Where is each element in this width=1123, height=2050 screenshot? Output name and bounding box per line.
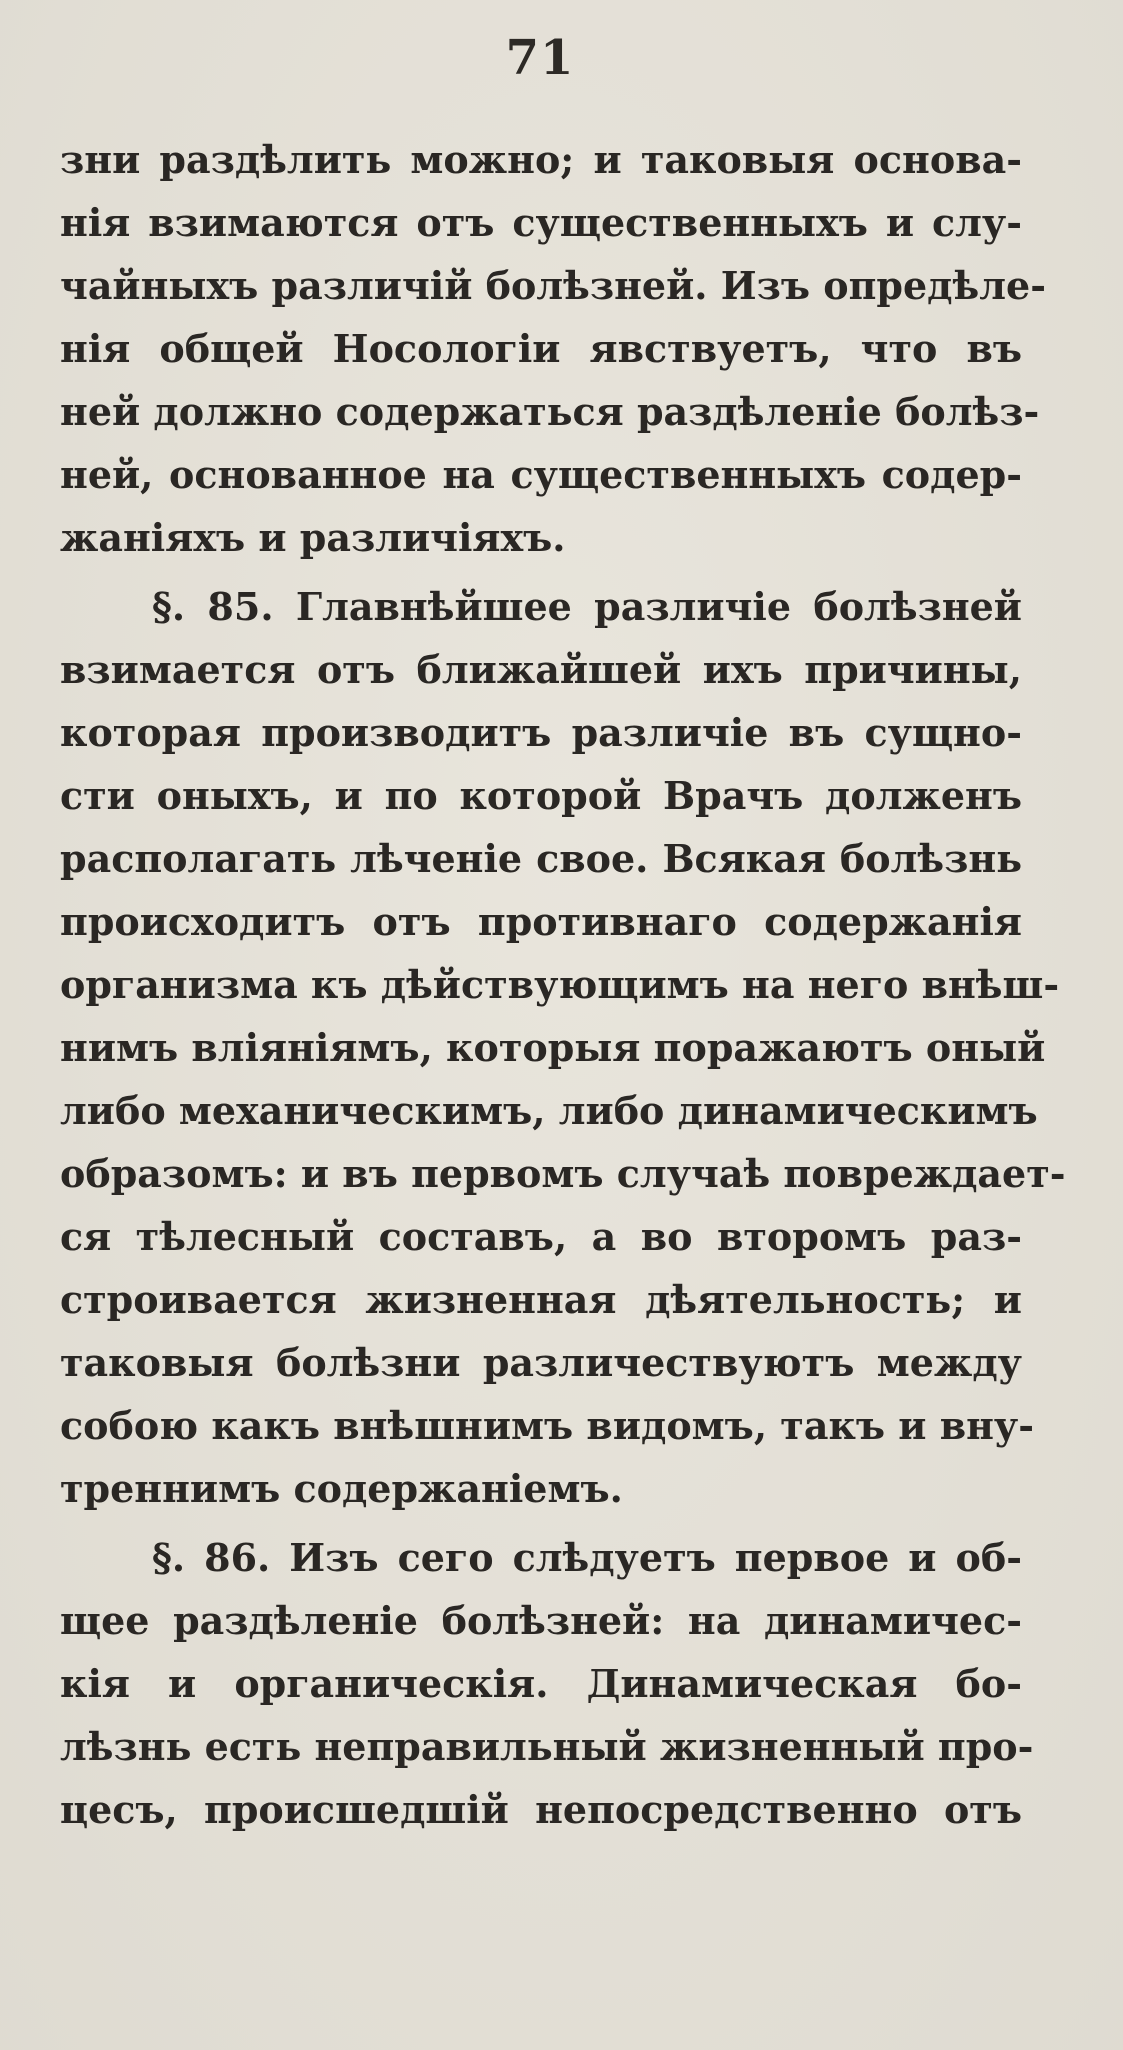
text-line: цесъ, происшедшій непосредственно отъ [60, 1787, 1022, 1832]
text-line: нія взимаются отъ существенныхъ и слу- [60, 200, 1022, 245]
text-line: происходитъ отъ противнаго содержанія [60, 899, 1022, 944]
text-line: строивается жизненная дѣятельность; и [60, 1277, 1022, 1322]
body-text [60, 128, 1066, 1841]
paragraph-intro [60, 128, 1046, 569]
text-line: кія и органическія. Динамическая бо- [60, 1661, 1022, 1706]
section-heading-line: §. 85. Главнѣйшее различіе болѣзней [152, 584, 1022, 629]
text-line: зни раздѣлить можно; и таковыя основа- [60, 137, 1022, 182]
text-line: нія общей Носологіи явствуетъ, что въ [60, 326, 1022, 371]
text-line: щее раздѣленіе болѣзней: на динамичес- [60, 1598, 1022, 1643]
paragraph-section-86 [60, 1526, 1034, 1841]
text-line: собою какъ внѣшнимъ видомъ, такъ и вну- [60, 1403, 1035, 1448]
text-line: лѣзнь есть неправильный жизненный про- [60, 1724, 1034, 1769]
paragraph-section-85 [60, 575, 1066, 1520]
text-line: которая производитъ различіе въ сущно- [60, 710, 1022, 755]
text-line: образомъ: и въ первомъ случаѣ повреждает- [60, 1151, 1066, 1196]
section-heading-line: §. 86. Изъ сего слѣдуетъ первое и об- [152, 1535, 1022, 1580]
text-line: ней должно содержаться раздѣленіе болѣз- [60, 389, 1040, 434]
text-line: организма къ дѣйствующимъ на него внѣш- [60, 962, 1060, 1007]
text-line: располагать лѣченіе свое. Всякая болѣзнь [60, 836, 1022, 881]
text-line: треннимъ содержаніемъ. [60, 1466, 623, 1511]
text-line: либо механическимъ, либо динамическимъ [60, 1088, 1038, 1133]
text-line: нимъ вліяніямъ, которыя поражаютъ оный [60, 1025, 1046, 1070]
text-line: ся тѣлесный составъ, а во второмъ раз- [60, 1214, 1022, 1259]
text-line: жаніяхъ и различіяхъ. [60, 515, 566, 560]
text-line: сти оныхъ, и по которой Врачъ долженъ [60, 773, 1022, 818]
text-line: взимается отъ ближайшей ихъ причины, [60, 647, 1022, 692]
page-number: 71 [505, 30, 575, 86]
text-line: чайныхъ различій болѣзней. Изъ опредѣле- [60, 263, 1046, 308]
text-line: таковыя болѣзни различествуютъ между [60, 1340, 1022, 1385]
text-line: ней, основанное на существенныхъ содер- [60, 452, 1022, 497]
